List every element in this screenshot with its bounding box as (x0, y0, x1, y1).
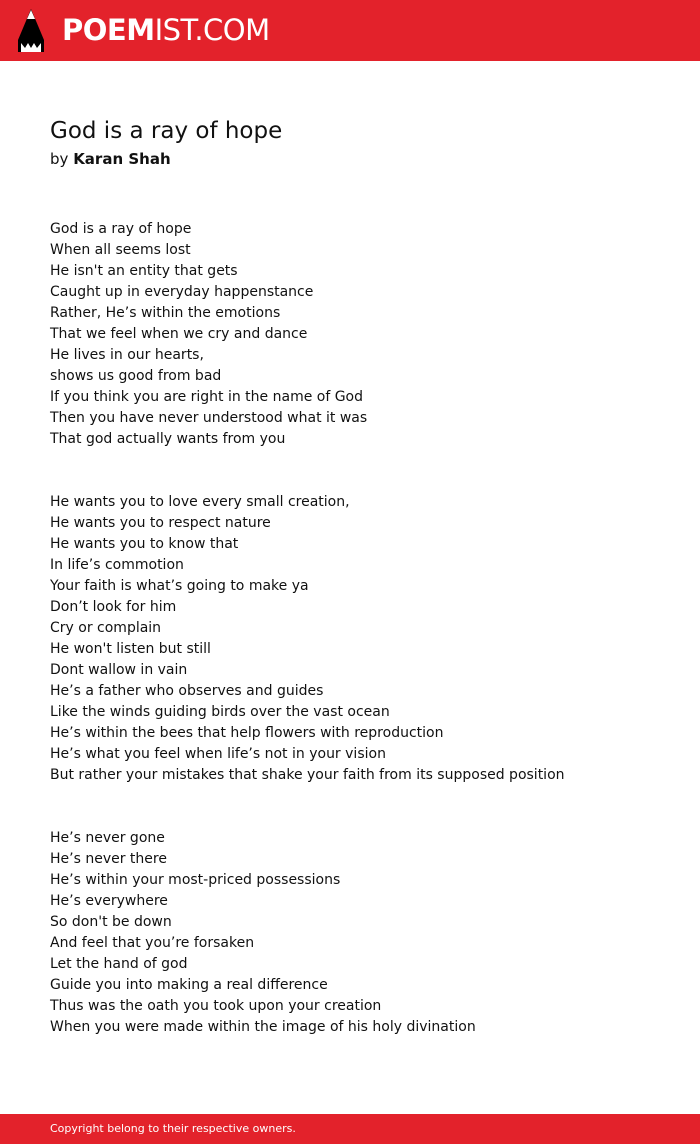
poem-line: He wants you to know that (50, 536, 239, 552)
poem-line: Don’t look for him (50, 599, 177, 615)
poem-line: He lives in our hearts, (50, 347, 204, 363)
poem-line: Then you have never understood what it was (50, 410, 368, 426)
poem-line: So don't be down (50, 914, 172, 930)
poem-line: He’s a father who observes and guides (50, 683, 324, 699)
poem-line: And feel that you’re forsaken (50, 935, 255, 951)
poem-line: shows us good from bad (50, 368, 222, 384)
byline (50, 149, 171, 169)
poem-body (50, 219, 680, 1038)
author-name: Karan Shah (73, 150, 171, 168)
poem-line: Guide you into making a real difference (50, 977, 328, 993)
logo-text-light: IST.COM (154, 13, 270, 47)
poem-stanza (50, 219, 680, 450)
poem-line: Cry or complain (50, 620, 162, 636)
poem-line: He’s within your most-priced possessions (50, 872, 341, 888)
poem-line: When all seems lost (50, 242, 191, 258)
poem-line: Your faith is what’s going to make ya (50, 578, 309, 594)
poem-line: Caught up in everyday happenstance (50, 284, 314, 300)
poem-line: He isn't an entity that gets (50, 263, 238, 279)
poem-line: Like the winds guiding birds over the vast ocean (50, 704, 390, 720)
poem-line: Rather, He’s within the emotions (50, 305, 281, 321)
site-header (0, 0, 700, 61)
poem-line: He won't listen but still (50, 641, 211, 657)
site-logo[interactable] (62, 12, 270, 48)
pencil-icon[interactable] (17, 9, 45, 52)
poem-line: He’s never gone (50, 830, 165, 846)
site-footer (0, 1114, 700, 1144)
poem-line: Dont wallow in vain (50, 662, 188, 678)
poem-line: He’s what you feel when life’s not in your vision (50, 746, 386, 762)
poem-title: God is a ray of hope (50, 118, 283, 144)
poem-line: When you were made within the image of his holy divination (50, 1019, 476, 1035)
copyright-notice: Copyright belong to their respective owners. (50, 1122, 296, 1135)
poem-line: Let the hand of god (50, 956, 188, 972)
poem-line: But rather your mistakes that shake your faith from its supposed position (50, 767, 565, 783)
poem-line: He wants you to respect nature (50, 515, 271, 531)
poem-line: He’s never there (50, 851, 167, 867)
poem-line: In life’s commotion (50, 557, 184, 573)
poem-line: He’s within the bees that help flowers with reproduction (50, 725, 444, 741)
poem-line: He’s everywhere (50, 893, 168, 909)
logo-text-bold: POEM (62, 13, 155, 47)
by-label: by (50, 150, 69, 168)
poem-line: He wants you to love every small creation, (50, 494, 350, 510)
poem-line: Thus was the oath you took upon your creation (50, 998, 382, 1014)
poem-stanza (50, 492, 680, 786)
poem-line: That god actually wants from you (50, 431, 286, 447)
poem-line: God is a ray of hope (50, 221, 192, 237)
poem-stanza (50, 828, 680, 1038)
poem-line: If you think you are right in the name of God (50, 389, 364, 405)
poem-line: That we feel when we cry and dance (50, 326, 308, 342)
